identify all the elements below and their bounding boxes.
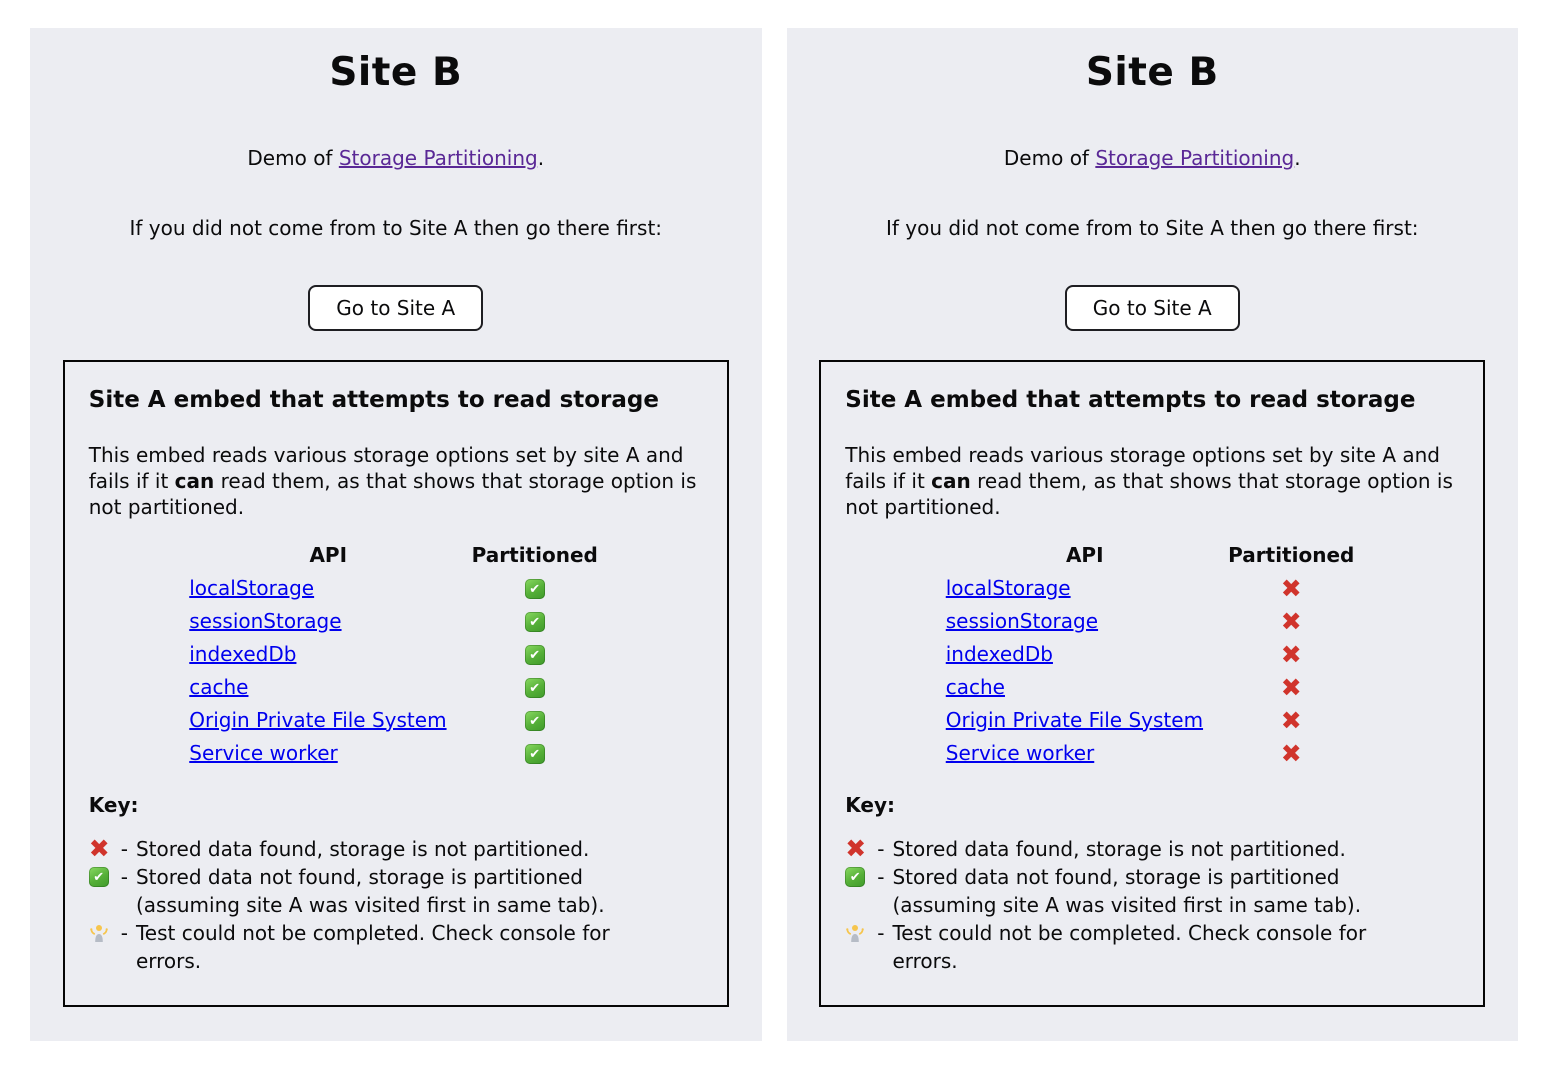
api-link-origin-private-file-system[interactable]: Origin Private File System (945, 707, 1204, 732)
status-icon: ✖ (1280, 639, 1302, 669)
table-row (189, 670, 602, 703)
table-row (189, 637, 602, 670)
page-title: Site B (329, 50, 463, 95)
status-icon: ✔ (525, 708, 545, 732)
description-part2: read them, as that shows that storage option is not partitioned. (845, 469, 1453, 519)
green-check-icon: ✔ (89, 863, 115, 891)
storage-partitioning-link[interactable]: Storage Partitioning (338, 146, 538, 170)
partitioned-column-header: Partitioned (471, 542, 598, 567)
status-icon: ✖ (1280, 705, 1302, 735)
embed-heading: Site A embed that attempts to read storage (88, 387, 659, 413)
key-separator: - (120, 837, 128, 861)
table-row (946, 736, 1359, 769)
description-part1: This embed reads various storage options set by site A and fails if it (845, 443, 1441, 493)
status-icon: ✖ (1280, 573, 1302, 603)
table-row (189, 571, 602, 604)
demo-intro-text (787, 144, 1519, 172)
button-row (30, 285, 762, 331)
instruction-text: If you did not come from to Site A then go there first: (129, 216, 663, 240)
site-b-panel-right (787, 28, 1519, 1041)
key-item-text: Stored data not found, storage is partitioned (assuming site A was visited first in same tab). (892, 865, 1362, 917)
green-check-icon: ✔ (845, 863, 871, 891)
api-link-cache[interactable]: cache (945, 674, 1005, 699)
api-link-sessionstorage[interactable]: sessionStorage (945, 608, 1099, 633)
api-link-localstorage[interactable]: localStorage (945, 575, 1071, 600)
key-item (89, 863, 703, 919)
table-row (946, 670, 1359, 703)
status-icon: ✔ (525, 675, 545, 699)
key-title: Key: (845, 793, 895, 817)
api-link-service-worker[interactable]: Service worker (189, 740, 338, 765)
storage-partitioning-link[interactable]: Storage Partitioning (1095, 146, 1295, 170)
api-column-header: API (309, 542, 348, 567)
key-title: Key: (88, 793, 139, 817)
api-link-origin-private-file-system[interactable]: Origin Private File System (189, 707, 447, 732)
key-item (845, 835, 1459, 863)
key-item-text: Test could not be completed. Check console for errors. (135, 921, 610, 973)
key-item (845, 919, 1459, 975)
red-cross-icon: ✖ (845, 834, 867, 863)
red-cross-icon: ✖ (88, 834, 110, 863)
api-link-localstorage[interactable]: localStorage (189, 575, 315, 600)
table-row (946, 604, 1359, 637)
api-link-indexeddb[interactable]: indexedDb (945, 641, 1053, 666)
api-column-header: API (1065, 542, 1104, 567)
api-link-indexeddb[interactable]: indexedDb (189, 641, 297, 666)
description-part2: read them, as that shows that storage option is not partitioned. (88, 469, 697, 519)
status-icon: ✖ (1280, 606, 1302, 636)
status-icon: ✖ (1280, 738, 1302, 768)
intro-suffix: . (1294, 146, 1301, 170)
instruction-text: If you did not come from to Site A then go there first: (885, 216, 1419, 240)
table-row (189, 604, 602, 637)
api-link-sessionstorage[interactable]: sessionStorage (189, 608, 342, 633)
key-item-text: Test could not be completed. Check console for errors. (892, 921, 1367, 973)
key-list (845, 835, 1459, 975)
key-item (89, 919, 703, 975)
partitioned-column-header: Partitioned (1228, 542, 1355, 567)
description-part1: This embed reads various storage options set by site A and fails if it (88, 443, 684, 493)
status-icon: ✔ (525, 609, 545, 633)
status-icon: ✖ (1280, 672, 1302, 702)
description-bold-can: can (174, 469, 215, 493)
shrug-icon (845, 919, 871, 947)
table-row (189, 703, 602, 736)
table-header-row (189, 538, 602, 571)
go-to-site-a-button[interactable]: Go to Site A (308, 285, 483, 331)
key-separator: - (877, 837, 885, 861)
table-row (946, 703, 1359, 736)
shrug-icon (89, 919, 115, 947)
button-row (787, 285, 1519, 331)
description-bold-can: can (931, 469, 971, 493)
site-a-embed-box (819, 360, 1485, 1007)
key-item (845, 863, 1459, 919)
api-status-table (189, 538, 602, 769)
key-list (89, 835, 703, 975)
intro-suffix: . (537, 146, 545, 170)
go-to-site-a-button[interactable]: Go to Site A (1065, 285, 1240, 331)
embed-heading: Site A embed that attempts to read storage (845, 387, 1416, 413)
api-link-cache[interactable]: cache (189, 674, 249, 699)
table-header-row (946, 538, 1359, 571)
status-icon: ✔ (525, 576, 545, 600)
key-separator: - (877, 865, 885, 889)
key-item-text: Stored data found, storage is not partitioned. (135, 837, 590, 861)
table-row (189, 736, 602, 769)
key-item-text: Stored data not found, storage is partitioned (assuming site A was visited first in same tab). (135, 865, 605, 917)
key-item-text: Stored data found, storage is not partitioned. (892, 837, 1346, 861)
embed-description (845, 442, 1459, 520)
page-title: Site B (1085, 50, 1219, 95)
api-link-service-worker[interactable]: Service worker (945, 740, 1095, 765)
status-icon: ✔ (525, 741, 545, 765)
intro-prefix: Demo of (1003, 146, 1096, 170)
key-separator: - (120, 865, 128, 889)
intro-prefix: Demo of (247, 146, 339, 170)
demo-intro-text (30, 144, 762, 172)
api-status-table (946, 538, 1359, 769)
key-item (89, 835, 703, 863)
key-separator: - (877, 921, 885, 945)
table-row (946, 637, 1359, 670)
key-separator: - (120, 921, 128, 945)
table-row (946, 571, 1359, 604)
site-a-embed-box (63, 360, 729, 1007)
site-b-panel-left (30, 28, 762, 1041)
status-icon: ✔ (525, 642, 545, 666)
embed-description (89, 442, 703, 520)
